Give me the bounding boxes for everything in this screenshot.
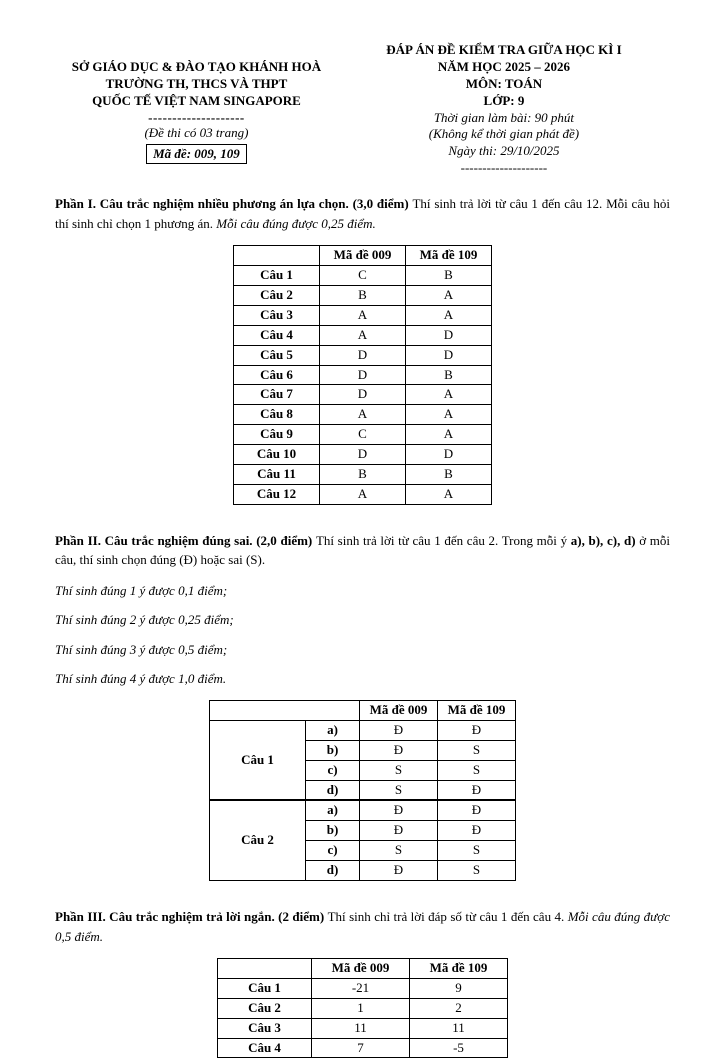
sub-item-label: d) (306, 780, 360, 800)
scoring-note-2: Thí sinh đúng 2 ý được 0,25 điểm; (55, 612, 234, 628)
sub-item-label: b) (306, 740, 360, 760)
exam-title-block (338, 42, 670, 176)
answer-cell: B (320, 286, 406, 306)
scoring-note-4: Thí sinh đúng 4 ý được 1,0 điểm. (55, 671, 227, 687)
answer-cell: 1 (312, 998, 410, 1018)
table-row (234, 425, 492, 445)
answer-cell: Đ (438, 720, 516, 740)
answer-cell: A (320, 405, 406, 425)
sub-item-label: a) (306, 800, 360, 820)
answer-cell: D (406, 345, 492, 365)
answer-cell: S (360, 780, 438, 800)
grade: LỚP: 9 (483, 92, 525, 108)
sub-item-label: d) (306, 861, 360, 881)
table-row (234, 266, 492, 286)
question-label: Câu 1 (234, 266, 320, 286)
answer-cell: D (320, 445, 406, 465)
answer-cell: S (360, 760, 438, 780)
exam-title: ĐÁP ÁN ĐỀ KIỂM TRA GIỮA HỌC KÌ I (386, 42, 622, 57)
exam-date: Ngày thi: 29/10/2025 (448, 143, 560, 159)
text-run: Mỗi câu đúng được 0,5 điểm. (55, 909, 670, 944)
answer-cell: C (320, 266, 406, 286)
answer-cell: 11 (410, 1018, 508, 1038)
text-run: ở mỗi câu, thí sinh chọn đúng (Đ) hoặc sai (S). (55, 532, 671, 568)
text-run: Phần III. Câu trắc nghiệm trả lời ngắn. (2 điểm) (55, 909, 328, 925)
table-row (234, 405, 492, 425)
text-run: Phần I. Câu trắc nghiệm nhiều phương án lựa chọn. (3,0 điểm) (55, 196, 413, 212)
table-row (210, 720, 516, 740)
left-divider: -------------------- (148, 109, 245, 125)
question-label: Câu 3 (218, 1018, 312, 1038)
table-row (234, 286, 492, 306)
answer-cell: -21 (312, 978, 410, 998)
answer-cell: A (320, 484, 406, 504)
part3-answer-table (217, 958, 508, 1058)
question-label: Câu 9 (234, 425, 320, 445)
answer-cell: B (406, 365, 492, 385)
answer-cell: A (406, 405, 492, 425)
answer-cell: S (438, 861, 516, 881)
table-row (234, 305, 492, 325)
column-header: Mã đề 109 (406, 246, 492, 266)
answer-cell: C (320, 425, 406, 445)
scoring-note-3: Thí sinh đúng 3 ý được 0,5 điểm; (55, 641, 228, 657)
text-run: Thí sinh chỉ trả lời đáp số từ câu 1 đến câu 4. (327, 909, 568, 925)
question-label: Câu 11 (234, 465, 320, 485)
answer-cell: D (320, 365, 406, 385)
scoring-note-1: Thí sinh đúng 1 ý được 0,1 điểm; (55, 582, 228, 598)
answer-cell: B (320, 465, 406, 485)
text-run: a), b), c), d) (570, 532, 636, 548)
table-row (218, 1018, 508, 1038)
exam-code-box: Mã đề: 009, 109 (146, 144, 247, 164)
school-name: TRƯỜNG TH, THCS VÀ THPT (105, 75, 288, 91)
duration-note: (Không kể thời gian phát đề) (428, 126, 580, 142)
answer-cell: -5 (410, 1038, 508, 1058)
duration: Thời gian làm bài: 90 phút (433, 109, 575, 125)
answer-cell: D (320, 345, 406, 365)
school-block (55, 42, 338, 176)
sub-item-label: a) (306, 720, 360, 740)
sub-item-label: c) (306, 841, 360, 861)
subject: MÔN: TOÁN (465, 75, 543, 91)
part1-intro (55, 194, 670, 233)
answer-cell: A (406, 484, 492, 504)
question-label: Câu 4 (234, 325, 320, 345)
table-row (234, 325, 492, 345)
question-label: Câu 1 (210, 720, 306, 800)
answer-cell: 2 (410, 998, 508, 1018)
answer-cell: Đ (360, 740, 438, 760)
department-name: SỞ GIÁO DỤC & ĐÀO TẠO KHÁNH HOÀ (71, 59, 322, 74)
question-label: Câu 5 (234, 345, 320, 365)
part1-answer-table (233, 245, 492, 505)
answer-cell: B (406, 465, 492, 485)
part2-answer-table (209, 700, 516, 881)
table-row (234, 385, 492, 405)
answer-cell: D (406, 325, 492, 345)
answer-cell: A (406, 286, 492, 306)
answer-cell: Đ (438, 780, 516, 800)
answer-cell: 7 (312, 1038, 410, 1058)
answer-cell: B (406, 266, 492, 286)
answer-cell: D (320, 385, 406, 405)
table-row (218, 998, 508, 1018)
answer-cell: Đ (438, 800, 516, 820)
table-row (218, 1038, 508, 1058)
table-row (218, 978, 508, 998)
question-label: Câu 2 (234, 286, 320, 306)
table-row (234, 365, 492, 385)
sub-item-label: c) (306, 760, 360, 780)
pages-note: (Đề thi có 03 trang) (144, 125, 249, 141)
column-header: Mã đề 109 (410, 959, 508, 979)
answer-cell: Đ (360, 821, 438, 841)
answer-cell: S (438, 740, 516, 760)
answer-cell: S (438, 841, 516, 861)
answer-cell: A (406, 385, 492, 405)
answer-cell: Đ (438, 821, 516, 841)
table-row (234, 345, 492, 365)
answer-cell: Đ (360, 720, 438, 740)
question-label: Câu 4 (218, 1038, 312, 1058)
text-run: Thí sinh trả lời từ câu 1 đến câu 12. Mỗi câu hỏi thí sinh chỉ chọn 1 phương án. (55, 196, 670, 231)
answer-cell: A (320, 305, 406, 325)
part2-intro (55, 531, 670, 570)
table-row (234, 445, 492, 465)
text-run: Mỗi câu đúng được 0,25 điểm. (216, 215, 376, 231)
question-label: Câu 2 (218, 998, 312, 1018)
answer-cell: A (406, 305, 492, 325)
table-row (234, 465, 492, 485)
column-header: Mã đề 009 (312, 959, 410, 979)
question-label: Câu 8 (234, 405, 320, 425)
text-run: Thí sinh trả lời từ câu 1 đến câu 2. Trong mỗi ý (315, 532, 571, 548)
school-year: NĂM HỌC 2025 – 2026 (437, 58, 571, 74)
question-label: Câu 10 (234, 445, 320, 465)
answer-cell: A (406, 425, 492, 445)
answer-cell: 9 (410, 978, 508, 998)
question-label: Câu 6 (234, 365, 320, 385)
blank-header (210, 701, 360, 721)
answer-cell: 11 (312, 1018, 410, 1038)
right-divider: -------------------- (460, 160, 548, 176)
column-header (218, 959, 312, 979)
column-header: Mã đề 109 (438, 701, 516, 721)
answer-cell: A (320, 325, 406, 345)
column-header (234, 246, 320, 266)
answer-cell: S (360, 841, 438, 861)
answer-cell: S (438, 760, 516, 780)
sub-item-label: b) (306, 821, 360, 841)
answer-cell: Đ (360, 861, 438, 881)
school-name-2: QUỐC TẾ VIỆT NAM SINGAPORE (92, 92, 301, 108)
answer-cell: Đ (360, 800, 438, 820)
column-header: Mã đề 009 (320, 246, 406, 266)
part3-intro (55, 907, 670, 946)
question-label: Câu 7 (234, 385, 320, 405)
question-label: Câu 2 (210, 800, 306, 880)
table-row (234, 484, 492, 504)
question-label: Câu 3 (234, 305, 320, 325)
column-header: Mã đề 009 (360, 701, 438, 721)
question-label: Câu 12 (234, 484, 320, 504)
text-run: Phần II. Câu trắc nghiệm đúng sai. (2,0 điểm) (55, 532, 316, 548)
answer-cell: D (406, 445, 492, 465)
document-header (55, 42, 670, 176)
question-label: Câu 1 (218, 978, 312, 998)
table-row (210, 800, 516, 820)
